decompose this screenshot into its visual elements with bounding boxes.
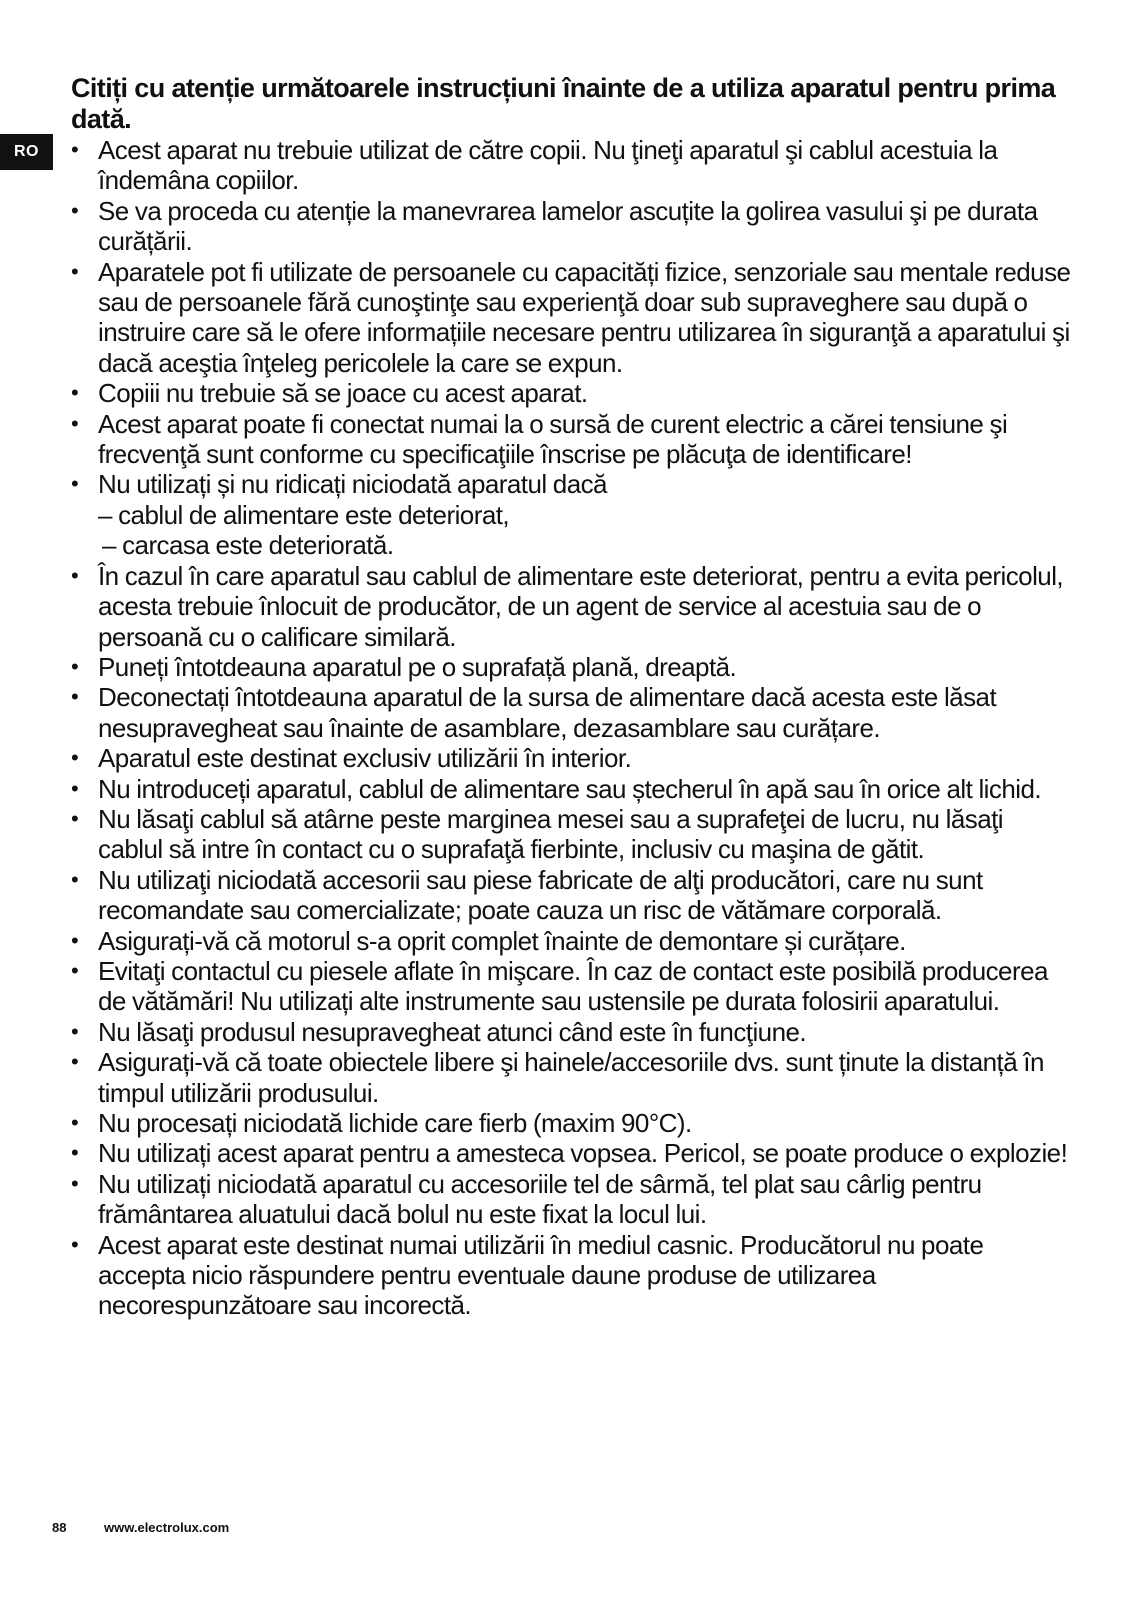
bullet-icon: • (71, 866, 79, 892)
instruction-item (71, 865, 1071, 926)
instruction-text: Nu introduceți aparatul, cablul de alimentare sau ștecherul în apă sau în orice alt lichid. (98, 773, 1042, 804)
instruction-text: Nu utilizați acest aparat pentru a amesteca vopsea. Pericol, se poate produce o explozie! (98, 1138, 1068, 1169)
bullet-icon: • (71, 684, 79, 710)
bullet-icon: • (71, 380, 79, 406)
page-footer (52, 1520, 229, 1535)
instruction-text: Acest aparat este destinat numai utilizării în mediul casnic. Producătorul nu poate accepta nicio răspundere pentru eventuale daune produse de utilizarea necorespunzătoare sau incorectă. (98, 1229, 984, 1321)
instruction-text: Copiii nu trebuie să se joace cu acest aparat. (98, 378, 588, 409)
instruction-text: Asigurați-vă că motorul s-a oprit complet înainte de demontare și curățare. (98, 925, 906, 956)
instruction-item (71, 652, 1071, 682)
instruction-text: Acest aparat poate fi conectat numai la o sursă de curent electric a cărei tensiune şi frecvenţă sunt conforme cu specificaţiile înscrise pe plăcuţa de identificare! (98, 408, 1008, 470)
instruction-text: Nu procesați niciodată lichide care fierb (maxim 90°C). (98, 1108, 692, 1138)
instruction-item (71, 1047, 1071, 1108)
instruction-text: Nu utilizați niciodată aparatul cu accesoriile tel de sârmă, tel plat sau cârlig pentru frământarea aluatului dacă bolul nu este fixat la locul lui. (98, 1168, 982, 1230)
bullet-icon: • (71, 805, 79, 831)
bullet-icon: • (71, 1110, 79, 1135)
instruction-item (71, 926, 1071, 956)
website-url: www.electrolux.com (104, 1520, 230, 1535)
page-number: 88 (52, 1520, 67, 1535)
instruction-item (71, 561, 1071, 652)
instruction-item (71, 804, 1071, 865)
instructions-heading: Citiți cu atenție următoarele instrucțiuni înainte de a utiliza aparatul pentru prima dată. (71, 73, 1056, 134)
instruction-item (71, 257, 1071, 379)
instruction-text: Deconectați întotdeauna aparatul de la sursa de alimentare dacă acesta este lăsat nesupravegheat sau înainte de asamblare, dezasamblare sau curățare. (98, 682, 997, 743)
instruction-text: Nu utilizaţi niciodată accesorii sau piese fabricate de alţi producători, care nu sunt recomandate sau comercializate; poate cauza un risc de vătămare corporală. (98, 864, 983, 926)
bullet-icon: • (71, 745, 79, 771)
instruction-subitem: – carcasa este deteriorată. (102, 530, 394, 561)
safety-instructions-list (71, 135, 1071, 1321)
instruction-text: Acest aparat nu trebuie utilizat de către copii. Nu ţineţi aparatul şi cablul acestuia la îndemâna copiilor. (98, 135, 998, 196)
instruction-text: Puneți întotdeauna aparatul pe o suprafață plană, dreaptă. (98, 651, 737, 682)
instruction-item (71, 1169, 1071, 1230)
bullet-icon: • (71, 137, 79, 162)
instruction-item (71, 1138, 1071, 1168)
instruction-text: În cazul în care aparatul sau cablul de alimentare este deteriorat, pentru a evita pericolul, acesta trebuie înlocuit de producător, de un agent de service al acestuia sau de o persoană cu o calificare similară. (98, 560, 1064, 652)
instruction-item (71, 409, 1071, 470)
instruction-item (71, 743, 1071, 773)
bullet-icon: • (71, 258, 79, 284)
bullet-icon: • (71, 1018, 79, 1044)
bullet-icon: • (71, 1170, 79, 1196)
bullet-icon: • (71, 957, 79, 983)
instruction-item (71, 469, 1071, 560)
bullet-icon: • (71, 775, 79, 801)
bullet-icon: • (71, 1049, 79, 1075)
instruction-text: Asigurați-vă că toate obiectele libere şi hainele/accesoriile dvs. sunt ținute la distanță în timpul utilizării produsului. (98, 1047, 1044, 1108)
instruction-text: Se va proceda cu atenție la manevrarea lamelor ascuțite la golirea vasului şi pe durata curățării. (98, 195, 1038, 257)
instruction-item (71, 682, 1071, 743)
bullet-icon: • (71, 197, 79, 223)
instruction-item (71, 196, 1071, 257)
bullet-icon: • (71, 1140, 79, 1166)
instruction-text: Aparatele pot fi utilizate de persoanele cu capacități fizice, senzoriale sau mentale reduse sau de persoanele fără cunoştinţe sau experienţă doar sub supraveghere sau după o instruire care să le ofere informațiile necesare pentru utilizarea în siguranţă a aparatului şi dacă aceştia înţeleg pericolele la care se expun. (98, 256, 1071, 378)
bullet-icon: • (71, 653, 79, 679)
bullet-icon: • (71, 1231, 79, 1257)
bullet-icon: • (71, 471, 79, 497)
instruction-item (71, 1230, 1071, 1321)
instruction-item (71, 956, 1071, 1017)
instruction-subitem: – cablul de alimentare este deteriorat, (98, 499, 510, 530)
instruction-item (71, 378, 1071, 408)
bullet-icon: • (71, 562, 79, 588)
instruction-item (71, 1017, 1071, 1047)
instruction-text: Evitaţi contactul cu piesele aflate în mişcare. În caz de contact este posibilă producerea de vătămări! Nu utilizați alte instrumente sau ustensile pe durata folosirii aparatului. (98, 955, 1048, 1017)
instruction-item (71, 1108, 1071, 1138)
bullet-icon: • (71, 410, 79, 436)
instruction-item (71, 774, 1071, 804)
instruction-text: Nu utilizați și nu ridicați niciodată aparatul dacă (98, 469, 607, 500)
language-tab: RO (0, 134, 53, 170)
instruction-item (71, 135, 1071, 196)
instruction-text: Aparatul este destinat exclusiv utilizării în interior. (98, 743, 632, 774)
instruction-text: Nu lăsaţi produsul nesupravegheat atunci când este în funcţiune. (98, 1016, 807, 1047)
instructions-section (71, 73, 1071, 1321)
instruction-text: Nu lăsaţi cablul să atârne peste marginea mesei sau a suprafeţei de lucru, nu lăsaţi cablul să intre în contact cu o suprafaţă fierbinte, inclusiv cu maşina de gătit. (98, 803, 1004, 865)
bullet-icon: • (71, 927, 79, 953)
